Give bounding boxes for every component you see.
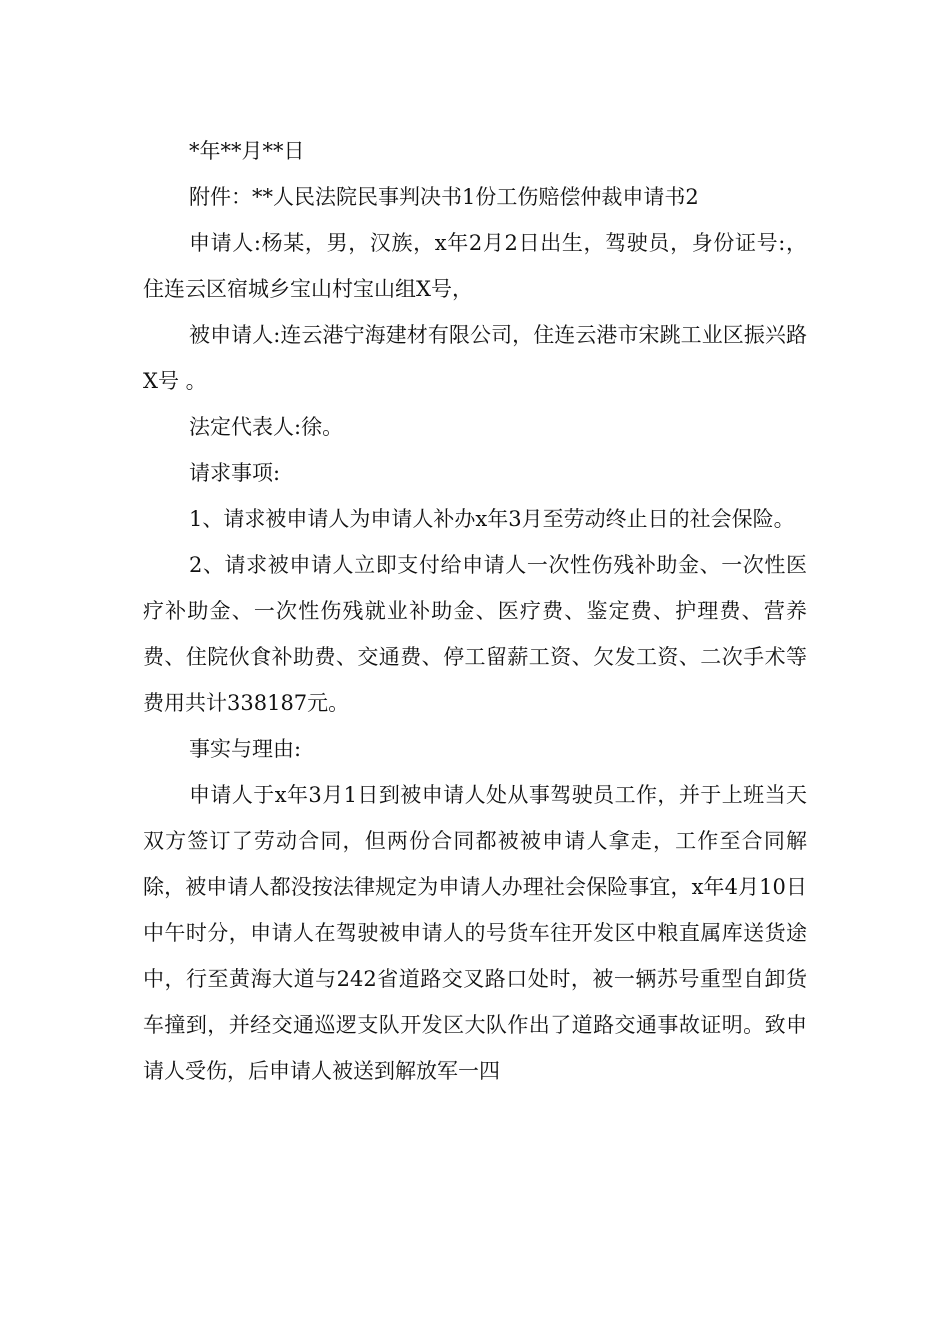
legal-representative-line: 法定代表人:徐。: [189, 415, 344, 439]
applicant-paragraph: 申请人:杨某，男，汉族，x年2月2日出生，驾驶员，身份证号:，住连云区宿城乡宝山村宝山组X号，: [143, 231, 807, 301]
document-body: [143, 128, 807, 1094]
date-line: *年**月**日: [189, 139, 305, 163]
attachment-line: 附件：**人民法院民事判决书1份工伤赔偿仲裁申请书2: [189, 185, 699, 209]
requests-heading: 请求事项:: [189, 461, 281, 485]
respondent-paragraph: 被申请人:连云港宁海建材有限公司，住连云港市宋跳工业区振兴路X号 。: [143, 323, 807, 393]
facts-paragraph: 申请人于x年3月1日到被申请人处从事驾驶员工作，并于上班当天双方签订了劳动合同，但两份合同都被被申请人拿走，工作至合同解除，被申请人都没按法律规定为申请人办理社会保险事宜，x年4月10日中午时分，申请人在驾驶被申请人的号货车往开发区中粮直属库送货途中，行至黄海大道与242省道路交叉路口处时，被一辆苏号重型自卸货车撞到，并经交通巡逻支队开发区大队作出了道路交通事故证明。致申请人受伤，后申请人被送到解放军一四: [143, 783, 807, 1083]
facts-heading: 事实与理由:: [189, 737, 302, 761]
request-item-1: 1、请求被申请人为申请人补办x年3月至劳动终止日的社会保险。: [189, 507, 795, 531]
request-item-2: 2、请求被申请人立即支付给申请人一次性伤残补助金、一次性医疗补助金、一次性伤残就业补助金、医疗费、鉴定费、护理费、营养费、住院伙食补助费、交通费、停工留薪工资、欠发工资、二次手术等费用共计338187元。: [143, 553, 807, 715]
